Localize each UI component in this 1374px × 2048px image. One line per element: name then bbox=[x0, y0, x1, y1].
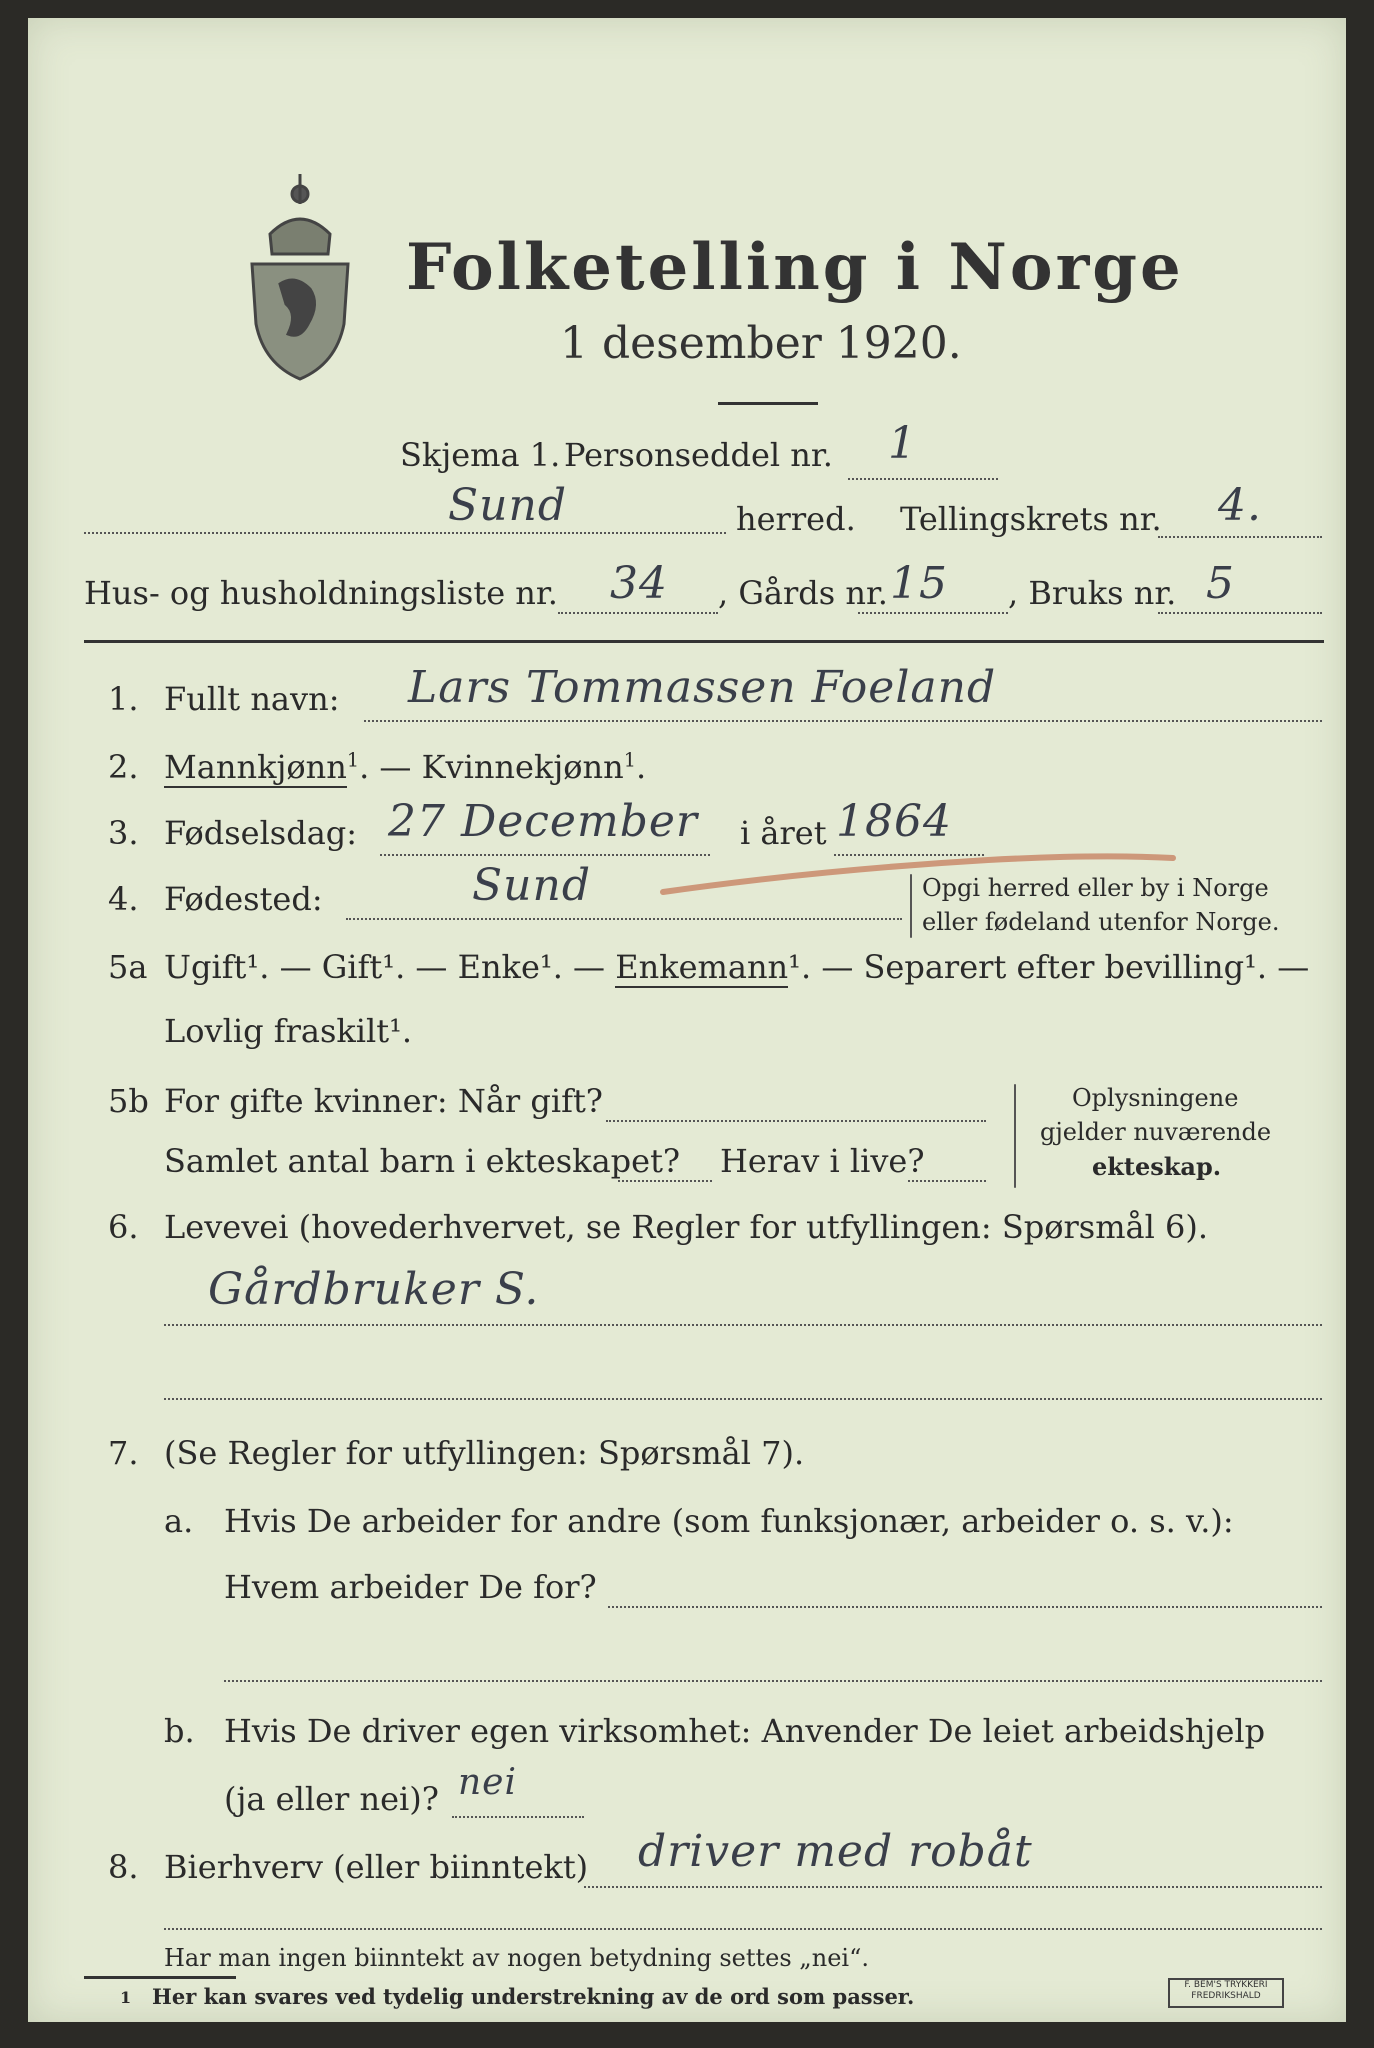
side-income-value: driver med robåt bbox=[638, 1826, 1033, 1877]
year-label: i året bbox=[740, 814, 827, 852]
q6-number: 6. bbox=[108, 1208, 139, 1246]
personseddel-line bbox=[848, 478, 998, 480]
gards-value: 15 bbox=[890, 558, 948, 609]
q5a-options bbox=[164, 948, 1309, 986]
q2-separator: . — bbox=[359, 748, 422, 786]
form-title: Folketelling i Norge bbox=[406, 230, 1184, 305]
q4-brace bbox=[910, 874, 912, 938]
skjema-label: Skjema 1. bbox=[400, 436, 561, 474]
q1-number: 1. bbox=[108, 680, 139, 718]
herred-label: herred. bbox=[736, 500, 856, 538]
q2-number: 2. bbox=[108, 748, 139, 786]
q5a-options-post: ¹. — Separert efter bevilling¹. — bbox=[788, 948, 1310, 986]
q2-end: . bbox=[635, 748, 647, 786]
q5b-line2a: Samlet antal barn i ekteskapet? bbox=[164, 1142, 681, 1180]
herred-value: Sund bbox=[448, 480, 567, 531]
q1-line bbox=[364, 720, 1322, 722]
norwegian-lion-coat-of-arms-icon bbox=[240, 164, 360, 384]
q8-line2 bbox=[164, 1928, 1322, 1930]
census-form-sheet bbox=[28, 18, 1346, 2022]
q3-label: Fødselsdag: bbox=[164, 814, 358, 852]
husholdningsliste-label: Hus- og husholdningsliste nr. bbox=[84, 574, 558, 612]
title-divider bbox=[718, 402, 818, 405]
footnote-number: 1 bbox=[120, 1988, 132, 2007]
printer-stamp-line1: F. BEM'S TRYKKERI bbox=[1184, 1980, 1268, 1990]
q6-label: Levevei (hovederhvervet, se Regler for utfyllingen: Spørsmål 6). bbox=[164, 1208, 1209, 1246]
birthplace-value: Sund bbox=[472, 860, 591, 911]
full-name-value: Lars Tommassen Foeland bbox=[408, 662, 997, 713]
q4-label: Fødested: bbox=[164, 880, 323, 918]
census-date: 1 desember 1920. bbox=[560, 318, 962, 369]
q8-label: Bierhverv (eller biinntekt) bbox=[164, 1848, 589, 1886]
q8-line bbox=[584, 1886, 1322, 1888]
q5a-options-pre: Ugift¹. — Gift¹. — Enke¹. — bbox=[164, 948, 616, 986]
q7a-line2: Hvem arbeider De for? bbox=[224, 1568, 597, 1606]
q5b-note-line3: ekteskap. bbox=[1092, 1152, 1222, 1181]
q7b-letter: b. bbox=[164, 1712, 195, 1750]
tellingskrets-value: 4. bbox=[1218, 480, 1262, 531]
footnote-rule bbox=[84, 1976, 236, 1979]
q4-line bbox=[346, 918, 902, 920]
bruks-label: , Bruks nr. bbox=[1008, 574, 1177, 612]
q5b-when-line bbox=[606, 1120, 986, 1122]
q3-number: 3. bbox=[108, 814, 139, 852]
bruks-line bbox=[1158, 612, 1322, 614]
gards-label: , Gårds nr. bbox=[718, 574, 888, 612]
q6-line1 bbox=[164, 1324, 1322, 1326]
q4-note-line1: Opgi herred eller by i Norge bbox=[922, 874, 1269, 902]
q7b-line2: (ja eller nei)? bbox=[224, 1780, 439, 1818]
header-rule bbox=[84, 640, 1324, 643]
q7a-line-extra bbox=[224, 1680, 1322, 1682]
printer-stamp-line2: FREDRIKSHALD bbox=[1191, 1991, 1261, 2001]
q5b-number: 5b bbox=[108, 1082, 149, 1120]
q7b-line bbox=[452, 1816, 584, 1818]
bruks-value: 5 bbox=[1206, 558, 1235, 609]
personseddel-value: 1 bbox=[888, 418, 917, 469]
q5b-alive-line bbox=[908, 1180, 986, 1182]
enkemann-option: Enkemann bbox=[615, 948, 789, 986]
occupation-value: Gårdbruker S. bbox=[208, 1264, 540, 1315]
birth-year-value: 1864 bbox=[836, 796, 952, 847]
mannkjonn-option: Mannkjønn bbox=[164, 748, 347, 786]
q7a-line1: Hvis De arbeider for andre (som funksjonær, arbeider o. s. v.): bbox=[224, 1502, 1234, 1540]
q7-label: (Se Regler for utfyllingen: Spørsmål 7). bbox=[164, 1434, 805, 1472]
tellingskrets-label: Tellingskrets nr. bbox=[900, 500, 1162, 538]
q5b-line1: For gifte kvinner: Når gift? bbox=[164, 1082, 603, 1120]
q5b-line2b: Herav i live? bbox=[720, 1142, 925, 1180]
husholdningsliste-line bbox=[558, 612, 718, 614]
q8-number: 8. bbox=[108, 1848, 139, 1886]
q4-note-line2: eller fødeland utenfor Norge. bbox=[922, 908, 1280, 936]
q2-options: Mannkjønn$^1$. — Kvinnekjønn$^1$. bbox=[164, 748, 647, 786]
q5b-children-line bbox=[618, 1180, 712, 1182]
q7a-line bbox=[608, 1606, 1322, 1608]
nei-note: Har man ingen biinntekt av nogen betydning settes „nei“. bbox=[164, 1944, 869, 1972]
q7b-line1: Hvis De driver egen virksomhet: Anvender De leiet arbeidshjelp bbox=[224, 1712, 1266, 1750]
gards-line bbox=[858, 612, 1008, 614]
q6-line2 bbox=[164, 1398, 1322, 1400]
q4-number: 4. bbox=[108, 880, 139, 918]
q5a-number: 5a bbox=[108, 948, 148, 986]
husholdningsliste-value: 34 bbox=[610, 558, 668, 609]
kvinnekjonn-option: Kvinnekjønn bbox=[421, 748, 624, 786]
q5b-brace bbox=[1014, 1084, 1016, 1188]
personseddel-label: Personseddel nr. bbox=[564, 436, 833, 474]
q1-label: Fullt navn: bbox=[164, 680, 340, 718]
q5a-line2: Lovlig fraskilt¹. bbox=[164, 1012, 413, 1050]
printer-stamp bbox=[1168, 1978, 1284, 2008]
herred-line bbox=[84, 532, 726, 534]
q5b-note-line1: Oplysningene bbox=[1072, 1084, 1239, 1112]
tellingskrets-line bbox=[1158, 536, 1322, 538]
q5b-note-line2: gjelder nuværende bbox=[1040, 1118, 1272, 1146]
q7-number: 7. bbox=[108, 1434, 139, 1472]
footnote-text: Her kan svares ved tydelig understrekning av de ord som passer. bbox=[152, 1984, 915, 2009]
birth-date-value: 27 December bbox=[388, 796, 698, 847]
q7a-letter: a. bbox=[164, 1502, 194, 1540]
q7b-value: nei bbox=[458, 1762, 518, 1803]
